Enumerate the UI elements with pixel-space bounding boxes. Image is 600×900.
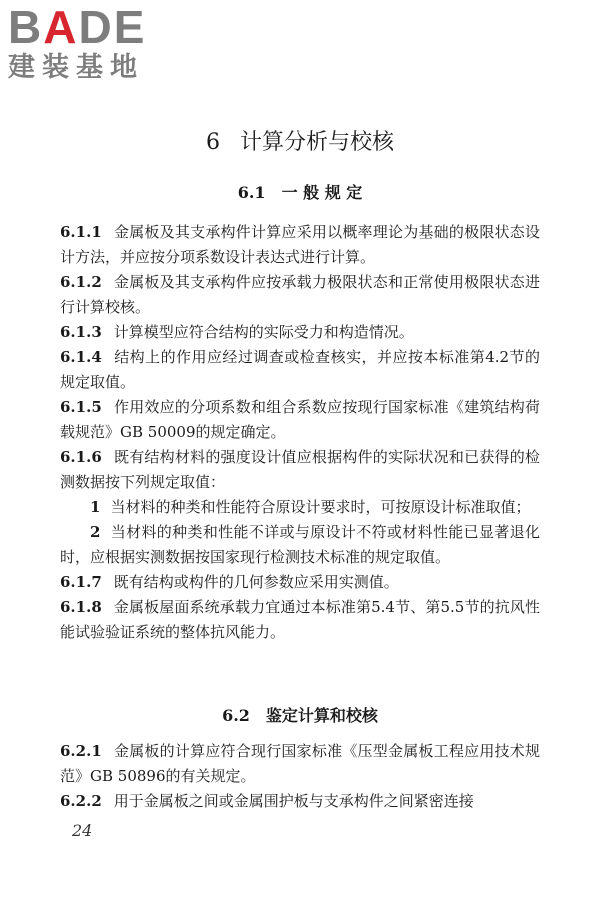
list-item xyxy=(60,495,540,520)
clause-text: 结构上的作用应经过调查或检查核实，并应按本标准第4.2节的规定取值。 xyxy=(60,348,540,391)
clause-number: 6.1.4 xyxy=(60,348,102,366)
clause-text: 既有结构材料的强度设计值应根据构件的实际状况和已获得的检测数据按下列规定取值： xyxy=(60,448,540,491)
chapter-number: 6 xyxy=(205,130,220,155)
section-title: 鉴定计算和校核 xyxy=(265,706,378,725)
section-6-2-body xyxy=(60,739,540,814)
clause-number: 6.1.3 xyxy=(60,323,102,341)
clause xyxy=(60,445,540,495)
section-title: 一 般 规 定 xyxy=(281,183,363,202)
chapter-title: 计算分析与校核 xyxy=(239,130,394,155)
section-heading xyxy=(0,704,600,728)
section-number: 6.2 xyxy=(222,706,250,725)
page-number: 24 xyxy=(72,821,93,840)
clause-text: 金属板及其支承构件应按承载力极限状态和正常使用极限状态进行计算校核。 xyxy=(60,273,540,316)
item-number: 1 xyxy=(90,498,101,516)
section-6-1-body xyxy=(60,220,540,645)
clause xyxy=(60,320,540,345)
clause-text: 计算模型应符合结构的实际受力和构造情况。 xyxy=(113,323,414,341)
clause xyxy=(60,220,540,270)
clause-number: 6.2.2 xyxy=(60,792,102,810)
clause-number: 6.1.1 xyxy=(60,223,102,241)
clause-text: 金属板屋面系统承载力宜通过本标准第5.4节、第5.5节的抗风性能试验验证系统的整体抗风能力。 xyxy=(60,598,540,641)
clause-number: 6.1.2 xyxy=(60,273,102,291)
section-number: 6.1 xyxy=(237,183,266,202)
list-item xyxy=(60,520,540,570)
clause-text: 金属板及其支承构件计算应采用以概率理论为基础的极限状态设计方法，并应按分项系数设计表达式进行计算。 xyxy=(60,223,540,266)
clause-text: 用于金属板之间或金属围护板与支承构件之间紧密连接 xyxy=(113,792,474,810)
clause-number: 6.1.6 xyxy=(60,448,102,466)
logo-subtitle: 建装基地 xyxy=(8,52,144,83)
clause xyxy=(60,739,540,789)
clause-text: 作用效应的分项系数和组合系数应按现行国家标准《建筑结构荷载规范》GB 50009的规定确定。 xyxy=(60,398,540,441)
logo-wordmark: BADE xyxy=(8,1,147,53)
logo xyxy=(8,1,178,84)
clause-number: 6.1.7 xyxy=(60,573,102,591)
chapter-heading xyxy=(0,128,600,158)
item-number: 2 xyxy=(90,523,101,541)
clause xyxy=(60,595,540,645)
clause-text: 既有结构或构件的几何参数应采用实测值。 xyxy=(113,573,399,591)
clause-number: 6.1.5 xyxy=(60,398,102,416)
clause xyxy=(60,789,540,814)
clause-number: 6.1.8 xyxy=(60,598,102,616)
clause-number: 6.2.1 xyxy=(60,742,102,760)
clause xyxy=(60,395,540,445)
item-text: 当材料的种类和性能不详或与原设计不符或材料性能已显著退化时，应根据实测数据按国家现行检测技术标准的规定取值。 xyxy=(60,523,540,566)
section-heading xyxy=(0,181,600,205)
clause xyxy=(60,270,540,320)
clause xyxy=(60,345,540,395)
item-text: 当材料的种类和性能符合原设计要求时，可按原设计标准取值； xyxy=(110,498,531,516)
clause xyxy=(60,570,540,595)
clause-text: 金属板的计算应符合现行国家标准《压型金属板工程应用技术规范》GB 50896的有关规定。 xyxy=(60,742,540,785)
